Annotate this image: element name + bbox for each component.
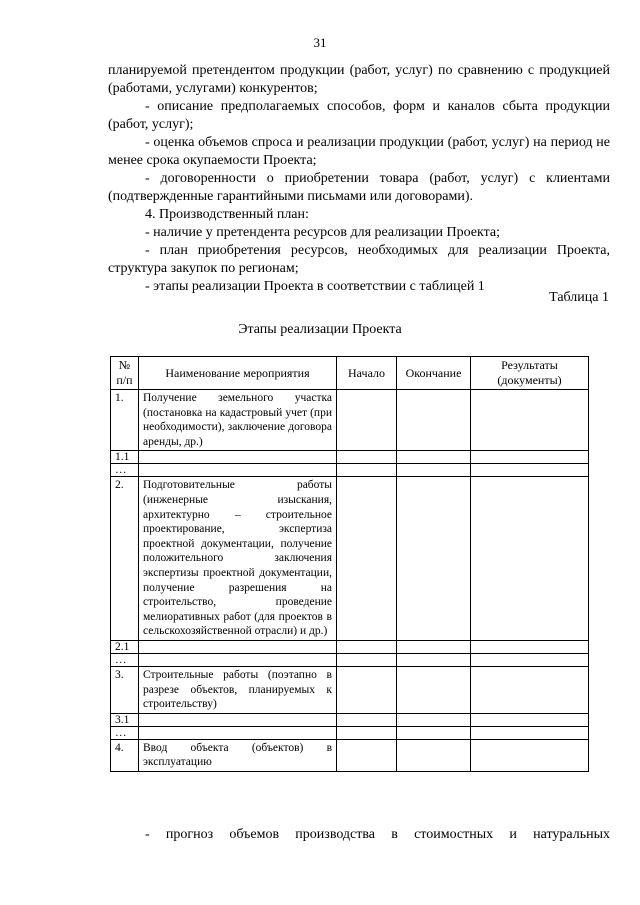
paragraph: - план приобретения ресурсов, необходимых для реализации Проекта, структура закупок по регионам; [108, 243, 610, 276]
row-num: 3.1 [111, 713, 139, 726]
row-name: Получение земельного участка (постановка на кадастровый учет (при необходимости), заключение договора аренды, др.) [139, 390, 337, 451]
table-row [111, 640, 589, 653]
row-start [337, 390, 397, 451]
row-name [139, 451, 337, 464]
row-end [397, 640, 471, 653]
row-end [397, 477, 471, 641]
table-caption: Таблица 1 [549, 290, 609, 305]
row-num: 2. [111, 477, 139, 641]
row-name [139, 726, 337, 739]
row-end [397, 390, 471, 451]
header-results: Результаты (документы) [471, 357, 589, 390]
row-end [397, 739, 471, 771]
row-num: 3. [111, 666, 139, 713]
table-row [111, 726, 589, 739]
table-row [111, 477, 589, 641]
row-name [139, 640, 337, 653]
table-row [111, 666, 589, 713]
row-num: … [111, 464, 139, 477]
table-title: Этапы реализации Проекта [238, 322, 402, 337]
row-name: Ввод объекта (объектов) в эксплуатацию [139, 739, 337, 771]
row-results [471, 390, 589, 451]
paragraph: - оценка объемов спроса и реализации продукции (работ, услуг) на период не менее срока окупаемости Проекта; [108, 135, 610, 168]
row-results [471, 666, 589, 713]
row-results [471, 713, 589, 726]
paragraph: - наличие у претендента ресурсов для реализации Проекта; [145, 225, 500, 240]
row-end [397, 653, 471, 666]
paragraph: планируемой претендентом продукции (работ, услуг) по сравнению с продукцией (работами, услугами) конкурентов; [108, 63, 610, 96]
row-num: … [111, 653, 139, 666]
row-end [397, 726, 471, 739]
row-name [139, 653, 337, 666]
page-number: 31 [313, 35, 327, 50]
row-end [397, 666, 471, 713]
paragraph: - этапы реализации Проекта в соответствии с таблицей 1 [145, 279, 485, 294]
row-num: 1. [111, 390, 139, 451]
header-num: № п/п [111, 357, 139, 390]
table-header-row [111, 357, 589, 390]
row-start [337, 726, 397, 739]
paragraph: - описание предполагаемых способов, форм и каналов сбыта продукции (работ, услуг); [108, 99, 610, 132]
header-end: Окончание [397, 357, 471, 390]
row-results [471, 640, 589, 653]
row-num: 1.1 [111, 451, 139, 464]
table-row [111, 451, 589, 464]
row-start [337, 464, 397, 477]
row-start [337, 477, 397, 641]
header-start: Начало [337, 357, 397, 390]
header-name: Наименование мероприятия [139, 357, 337, 390]
row-results [471, 451, 589, 464]
paragraph: - договоренности о приобретении товара (работ, услуг) с клиентами (подтвержденные гарантийными письмами или договорами). [108, 171, 610, 204]
row-end [397, 713, 471, 726]
stages-table [110, 356, 589, 772]
row-start [337, 666, 397, 713]
row-results [471, 477, 589, 641]
row-results [471, 739, 589, 771]
table-row [111, 464, 589, 477]
row-name: Подготовительные работы (инженерные изыскания, архитектурно – строительное проектирование, экспертиза проектной документации, получение положительного заключения экспертизы проектной документации, получение разрешения на строительство, проведение мелиоративных работ (для проектов в сельскохозяйственной отрасли) и др.) [139, 477, 337, 641]
table-row [111, 739, 589, 771]
row-start [337, 739, 397, 771]
table-row [111, 390, 589, 451]
row-results [471, 464, 589, 477]
row-num: … [111, 726, 139, 739]
row-name [139, 464, 337, 477]
row-name [139, 713, 337, 726]
row-num: 2.1 [111, 640, 139, 653]
paragraph: 4. Производственный план: [145, 207, 309, 222]
row-start [337, 653, 397, 666]
table-row [111, 653, 589, 666]
row-end [397, 451, 471, 464]
row-start [337, 640, 397, 653]
closing-paragraph: - прогноз объемов производства в стоимостных и натуральных [145, 827, 610, 842]
row-end [397, 464, 471, 477]
row-start [337, 713, 397, 726]
row-results [471, 726, 589, 739]
body-text [108, 62, 610, 296]
row-name: Строительные работы (поэтапно в разрезе объектов, планируемых к строительству) [139, 666, 337, 713]
row-results [471, 653, 589, 666]
row-start [337, 451, 397, 464]
row-num: 4. [111, 739, 139, 771]
table-row [111, 713, 589, 726]
